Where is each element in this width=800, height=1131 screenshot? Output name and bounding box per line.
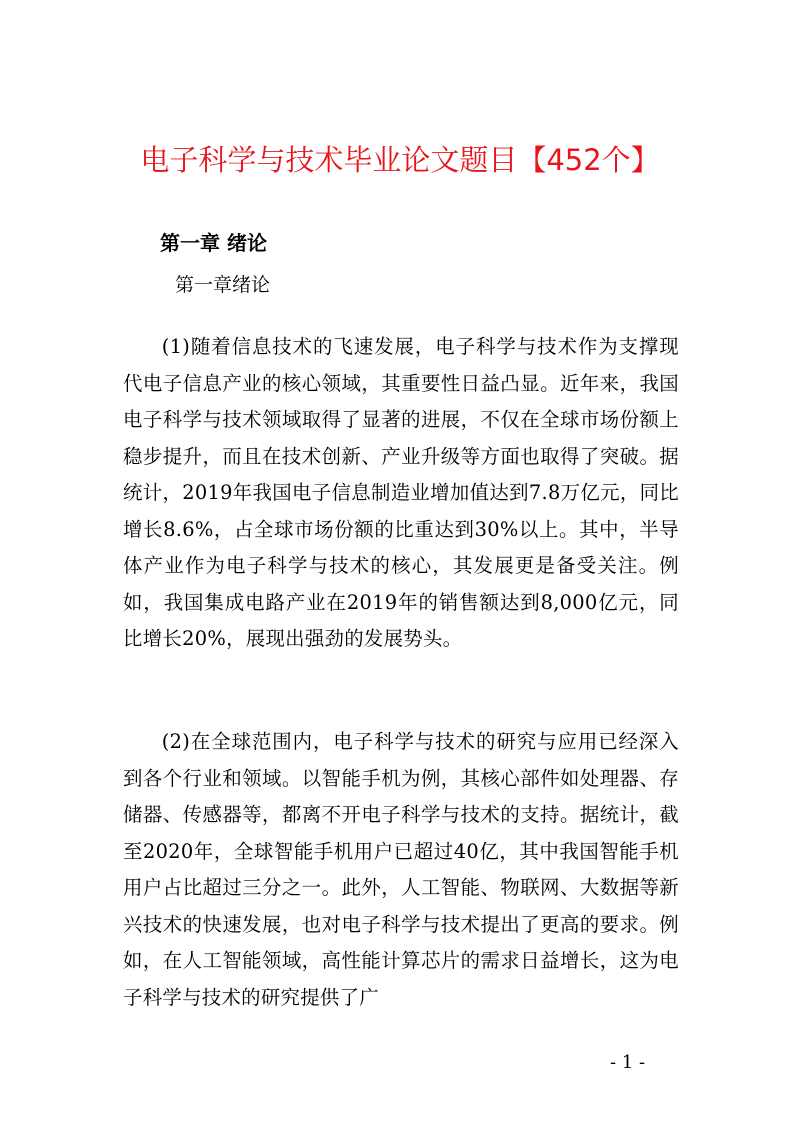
document-title: 电子科学与技术毕业论文题目【452个】	[140, 143, 660, 177]
page-number: - 1 -	[610, 1052, 646, 1073]
paragraph-2: (2)在全球范围内，电子科学与技术的研究与应用已经深入到各个行业和领域。以智能手机为例，其核心部件如处理器、存储器、传感器等，都离不开电子科学与技术的支持。据统计，截至2020年，全球智能手机用户已超过40亿，其中我国智能手机用户占比超过三分之一。此外，人工智能、物联网、大数据等新兴技术的快速发展，也对电子科学与技术提出了更高的要求。例如，在人工智能领域，高性能计算芯片的需求日益增长，这为电子科学与技术的研究提供了广	[123, 730, 679, 1009]
chapter-heading: 第一章 绪论	[160, 231, 267, 255]
paragraph-1: (1)随着信息技术的飞速发展，电子科学与技术作为支撑现代电子信息产业的核心领域，其重要性日益凸显。近年来，我国电子科学与技术领域取得了显著的进展，不仅在全球市场份额上稳步提升，而且在技术创新、产业升级等方面也取得了突破。据统计，2019年我国电子信息制造业增加值达到7.8万亿元，同比增长8.6%，占全球市场份额的比重达到30%以上。其中，半导体产业作为电子科学与技术的核心，其发展更是备受关注。例如，我国集成电路产业在2019年的销售额达到8,000亿元，同比增长20%，展现出强劲的发展势头。	[123, 335, 679, 651]
chapter-subheading: 第一章绪论	[175, 274, 271, 296]
